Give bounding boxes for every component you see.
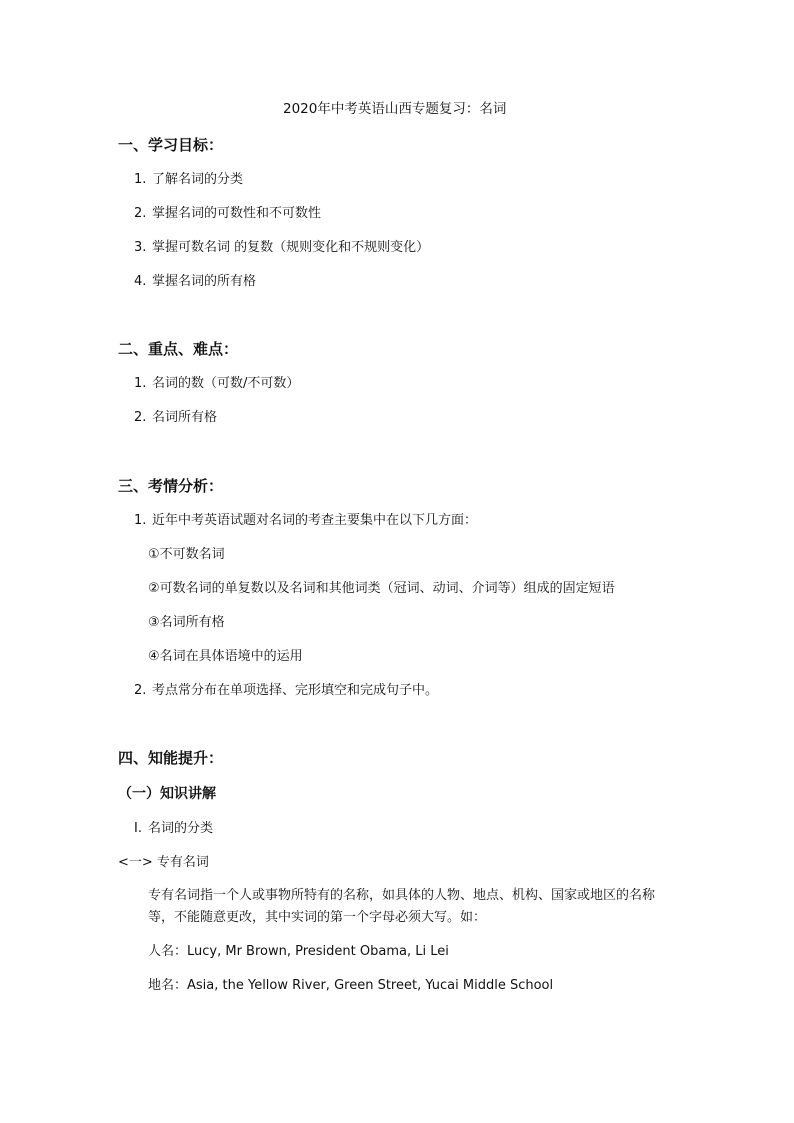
- sub-list-item: ①不可数名词: [148, 547, 225, 562]
- example-line: 地名：Asia, the Yellow River, Green Street, Yucai Middle School: [148, 978, 554, 993]
- list-number: 4.: [134, 274, 147, 289]
- list-number: 1.: [134, 376, 147, 391]
- list-number: 2.: [134, 206, 147, 221]
- list-text: 近年中考英语试题对名词的考查主要集中在以下几方面：: [152, 513, 478, 528]
- category-heading: <一> 专有名词: [118, 855, 209, 870]
- section-heading-improvement: 四、知能提升：: [118, 749, 224, 767]
- list-number: 1.: [134, 172, 147, 187]
- list-text: 考点常分布在单项选择、完形填空和完成句子中。: [152, 683, 439, 698]
- subsection-heading: （一）知识讲解: [118, 786, 216, 802]
- document-title: 2020年中考英语山西专题复习：名词: [283, 101, 507, 117]
- roman-text: 名词的分类: [148, 821, 214, 836]
- list-text: 掌握名词的所有格: [152, 274, 257, 289]
- list-text: 了解名词的分类: [152, 172, 244, 187]
- list-text: 名词所有格: [152, 410, 218, 425]
- sub-list-item: ④名词在具体语境中的运用: [148, 649, 303, 664]
- example-line: 人名：Lucy, Mr Brown, President Obama, Li Lei: [148, 944, 449, 959]
- sub-list-item: ③名词所有格: [148, 615, 225, 630]
- list-text: 掌握可数名词 的复数（规则变化和不规则变化）: [152, 240, 430, 255]
- roman-number: I.: [134, 821, 142, 836]
- list-text: 名词的数（可数/不可数）: [152, 376, 300, 391]
- list-number: 1.: [134, 513, 147, 528]
- section-heading-analysis: 三、考情分析：: [118, 477, 224, 495]
- section-heading-key-points: 二、重点、难点：: [118, 340, 239, 358]
- list-number: 2.: [134, 410, 147, 425]
- list-text: 掌握名词的可数性和不可数性: [152, 206, 322, 221]
- list-number: 2.: [134, 683, 147, 698]
- paragraph: 专有名词指一个人或事物所特有的名称，如具体的人物、地点、机构、国家或地区的名称等，不能随意更改，其中实词的第一个字母必须大写。如：: [148, 888, 656, 925]
- list-number: 3.: [134, 240, 147, 255]
- sub-list-item: ②可数名词的单复数以及名词和其他词类（冠词、动词、介词等）组成的固定短语: [148, 581, 615, 596]
- section-heading-goals: 一、学习目标：: [118, 136, 224, 154]
